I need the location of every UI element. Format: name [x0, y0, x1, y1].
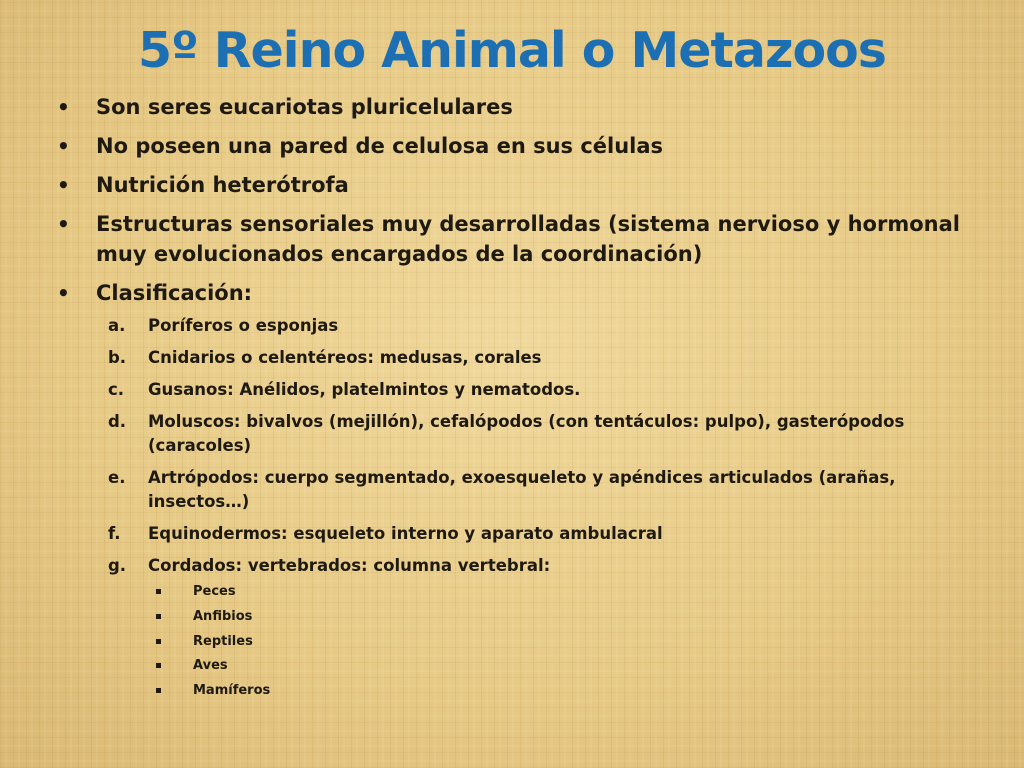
- bullet-item: [0, 131, 1024, 161]
- bullet-item-classification: [0, 278, 1024, 308]
- square-bullet-icon: [156, 614, 161, 619]
- classification-letter: f.: [108, 524, 121, 543]
- vertebrate-text: Peces: [193, 584, 236, 599]
- vertebrate-item: [0, 632, 1024, 652]
- main-bullet-list: [0, 92, 1024, 308]
- vertebrate-item: [0, 656, 1024, 676]
- bullet-text: Nutrición heterótrofa: [96, 173, 349, 197]
- vertebrate-list: [0, 582, 1024, 701]
- bullet-marker-icon: •: [57, 173, 70, 197]
- bullet-item: [0, 209, 1024, 269]
- vertebrate-text: Anfibios: [193, 608, 253, 624]
- classification-item: [0, 346, 1024, 370]
- classification-text: Gusanos: Anélidos, platelmintos y nematodos.: [148, 380, 581, 399]
- bullet-marker-icon: •: [57, 95, 70, 119]
- slide-title: 5º Reino Animal o Metazoos: [138, 22, 886, 79]
- classification-letter: a.: [108, 316, 126, 335]
- bullet-marker-icon: •: [57, 212, 70, 236]
- classification-text: Cnidarios o celentéreos: medusas, corales: [148, 348, 542, 367]
- classification-item: [0, 522, 1024, 546]
- classification-text: Cordados: vertebrados: columna vertebral:: [148, 556, 551, 575]
- classification-item: [0, 466, 1024, 514]
- square-bullet-icon: [156, 589, 161, 594]
- vertebrate-text: Aves: [193, 658, 228, 674]
- bullet-item: [0, 92, 1024, 122]
- classification-item: [0, 410, 1024, 458]
- classification-letter: g.: [108, 556, 127, 575]
- classification-letter: e.: [108, 468, 126, 487]
- classification-item: [0, 554, 1024, 578]
- classification-list: [0, 314, 1024, 578]
- bullet-text: Son seres eucariotas pluricelulares: [96, 95, 513, 119]
- classification-text: Equinodermos: esqueleto interno y aparato ambulacral: [148, 524, 663, 543]
- classification-letter: c.: [108, 380, 125, 399]
- classification-letter: b.: [108, 348, 127, 367]
- bullet-item: [0, 170, 1024, 200]
- bullet-text: Estructuras sensoriales muy desarrolladas (sistema nervioso y hormonal muy evolucionados encargados de la coordinación): [96, 212, 960, 266]
- classification-text: Moluscos: bivalvos (mejillón), cefalópodos (con tentáculos: pulpo), gasterópodos (caracoles): [148, 412, 905, 455]
- square-bullet-icon: [156, 663, 161, 668]
- square-bullet-icon: [156, 639, 161, 644]
- bullet-text: Clasificación:: [96, 281, 253, 305]
- classification-letter: d.: [108, 412, 127, 431]
- classification-text: Poríferos o esponjas: [148, 316, 339, 335]
- vertebrate-text: Reptiles: [193, 633, 253, 649]
- square-bullet-icon: [156, 688, 161, 693]
- classification-item: [0, 314, 1024, 338]
- vertebrate-item: [0, 582, 1024, 602]
- classification-item: [0, 378, 1024, 402]
- vertebrate-text: Mamíferos: [193, 683, 271, 699]
- classification-text: Artrópodos: cuerpo segmentado, exoesqueleto y apéndices articulados (arañas, insectos…): [148, 468, 896, 511]
- bullet-marker-icon: •: [57, 134, 70, 158]
- vertebrate-item: [0, 681, 1024, 701]
- bullet-text: No poseen una pared de celulosa en sus células: [96, 134, 664, 158]
- slide-content: [0, 92, 1024, 706]
- bullet-marker-icon: •: [57, 281, 70, 305]
- vertebrate-item: [0, 607, 1024, 627]
